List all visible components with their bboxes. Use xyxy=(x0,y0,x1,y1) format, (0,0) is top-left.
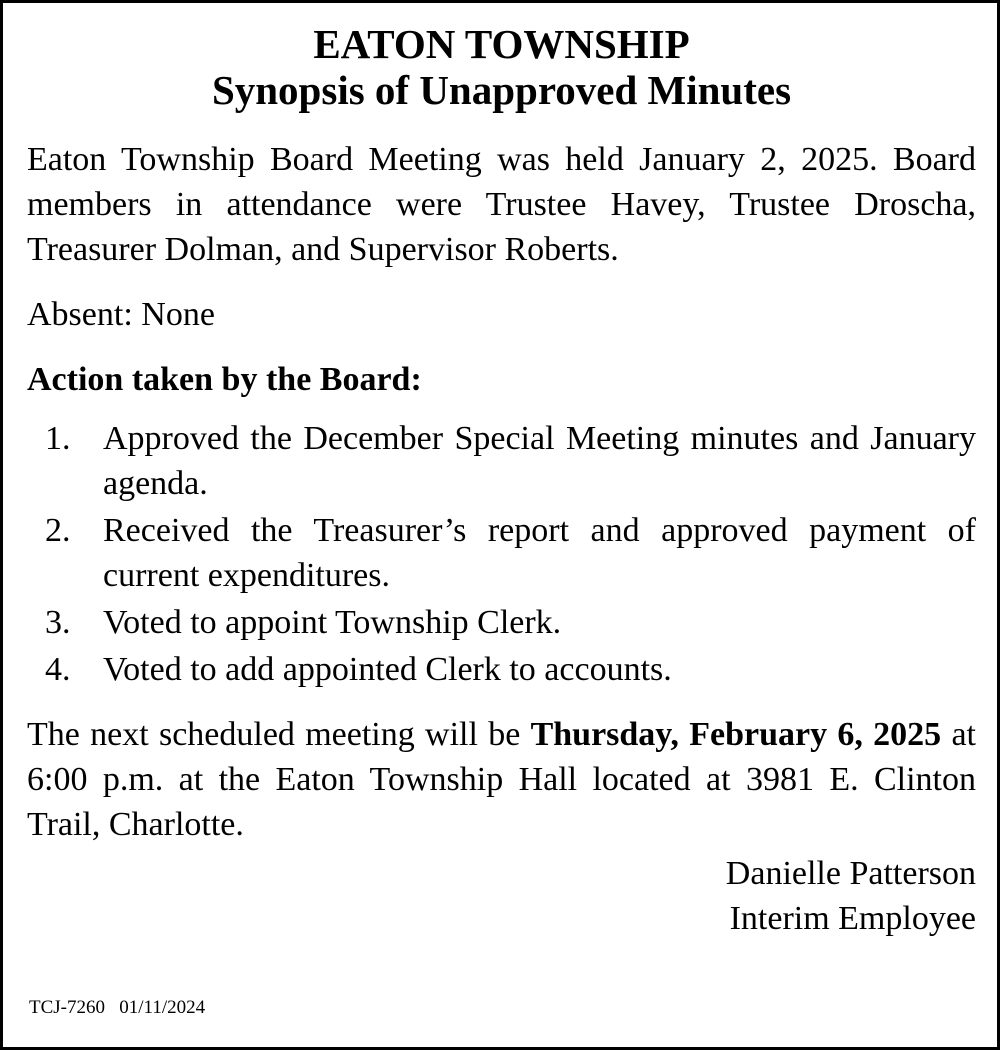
signature-role: Interim Employee xyxy=(729,900,976,937)
publication-code xyxy=(29,997,205,1019)
next-meeting-prefix: The next scheduled meeting will be xyxy=(27,716,531,753)
action-heading: Action taken by the Board: xyxy=(27,361,422,398)
notice-content xyxy=(27,21,976,941)
list-text: Voted to add appointed Clerk to accounts. xyxy=(103,651,672,688)
meeting-intro: Eaton Township Board Meeting was held January 2, 2025. Board members in attendance were Trustee Havey, Trustee Droscha, Treasurer Dolman, and Supervisor Roberts. xyxy=(27,141,976,268)
notice-title xyxy=(27,21,976,113)
signature-block xyxy=(27,851,976,941)
next-meeting-suffix: at 6:00 p.m. at the Eaton Township Hall located at 3981 E. Clinton Trail, Charlotte. xyxy=(27,716,976,843)
list-text: Approved the December Special Meeting minutes and January agenda. xyxy=(103,420,976,502)
signature-name: Danielle Patterson xyxy=(725,855,976,892)
action-list xyxy=(27,416,976,692)
publication-date: 01/11/2024 xyxy=(119,997,206,1018)
title-line-2: Synopsis of Unapproved Minutes xyxy=(211,67,792,113)
list-item xyxy=(27,416,976,506)
list-number: 2. xyxy=(45,512,71,549)
list-number: 1. xyxy=(45,420,71,457)
next-meeting xyxy=(27,712,976,847)
list-text: Voted to appoint Township Clerk. xyxy=(103,604,562,641)
list-item xyxy=(27,600,976,645)
list-item xyxy=(27,647,976,692)
absent-line: Absent: None xyxy=(27,296,215,333)
list-number: 3. xyxy=(45,604,71,641)
list-text: Received the Treasurer’s report and approved payment of current expenditures. xyxy=(103,512,976,594)
list-number: 4. xyxy=(45,651,71,688)
list-item xyxy=(27,508,976,598)
title-line-1: EATON TOWNSHIP xyxy=(313,21,690,67)
next-meeting-date: Thursday, February 6, 2025 xyxy=(530,716,942,753)
publication-id: TCJ-7260 xyxy=(29,997,105,1018)
